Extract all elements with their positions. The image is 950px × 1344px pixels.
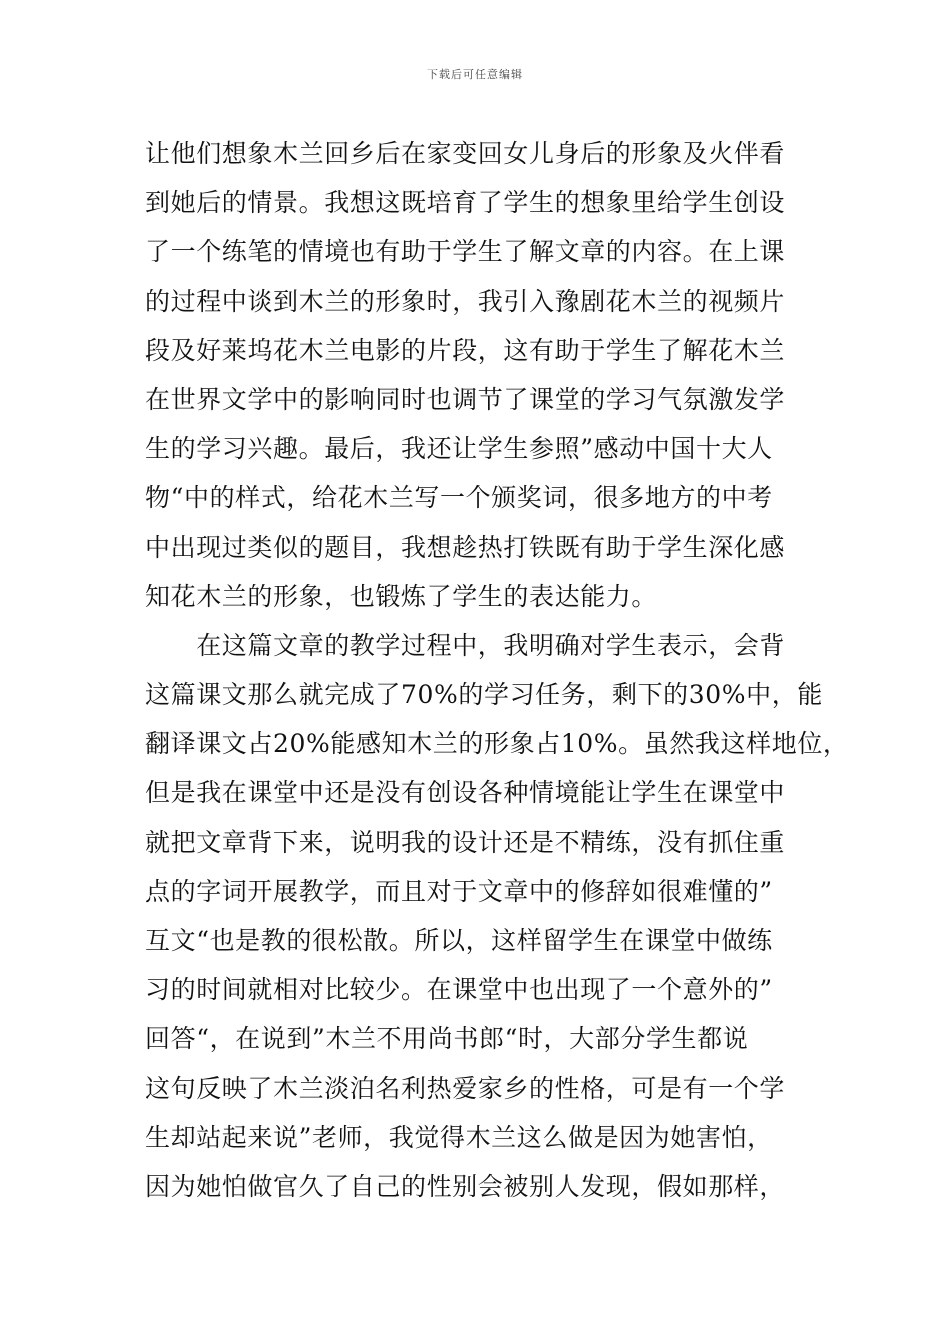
text-line: 段及好莱坞花木兰电影的片段，这有助于学生了解花木兰 xyxy=(145,335,786,365)
page-header: 下载后可任意编辑 xyxy=(427,68,523,81)
text-line: 在世界文学中的影响同时也调节了课堂的学习气氛激发学 xyxy=(145,384,786,414)
text-line: 生却站起来说”老师，我觉得木兰这么做是因为她害怕， xyxy=(145,1122,773,1152)
text-line: 在这篇文章的教学过程中，我明确对学生表示，会背 xyxy=(145,630,786,660)
text-line: 就把文章背下来，说明我的设计还是不精练，没有抓住重 xyxy=(145,827,786,857)
text-line: 的过程中谈到木兰的形象时，我引入豫剧花木兰的视频片 xyxy=(145,286,786,316)
text-line: 点的字词开展教学，而且对于文章中的修辞如很难懂的” xyxy=(145,876,773,906)
text-line: 翻译课文占20%能感知木兰的形象占10%。虽然我这样地位， xyxy=(145,729,849,759)
text-line: 让他们想象木兰回乡后在家变回女儿身后的形象及火伴看 xyxy=(145,139,786,168)
text-line: 因为她怕做官久了自己的性别会被别人发现，假如那样， xyxy=(145,1171,786,1201)
text-line: 到她后的情景。我想这既培育了学生的想象里给学生创设 xyxy=(145,188,786,218)
text-line: 互文“也是教的很松散。所以，这样留学生在课堂中做练 xyxy=(145,926,773,955)
text-line: 习的时间就相对比较少。在课堂中也出现了一个意外的” xyxy=(145,975,773,1005)
text-line: 回答“，在说到”木兰不用尚书郎“时，大部分学生都说 xyxy=(145,1024,749,1054)
text-line: 这篇课文那么就完成了70%的学习任务，剩下的30%中，能 xyxy=(145,680,823,710)
text-line: 这句反映了木兰淡泊名利热爱家乡的性格，可是有一个学 xyxy=(145,1073,786,1103)
body-text xyxy=(145,129,849,1211)
text-line: 生的学习兴趣。最后，我还让学生参照”感动中国十大人 xyxy=(145,434,773,464)
text-line: 了一个练笔的情境也有助于学生了解文章的内容。在上课 xyxy=(145,237,786,267)
text-line: 知花木兰的形象，也锻炼了学生的表达能力。 xyxy=(145,581,658,611)
text-line: 中出现过类似的题目，我想趁热打铁既有助于学生深化感 xyxy=(145,532,786,562)
text-line: 但是我在课堂中还是没有创设各种情境能让学生在课堂中 xyxy=(145,778,786,808)
text-line: 物“中的样式，给花木兰写一个颁奖词，很多地方的中考 xyxy=(145,483,773,513)
